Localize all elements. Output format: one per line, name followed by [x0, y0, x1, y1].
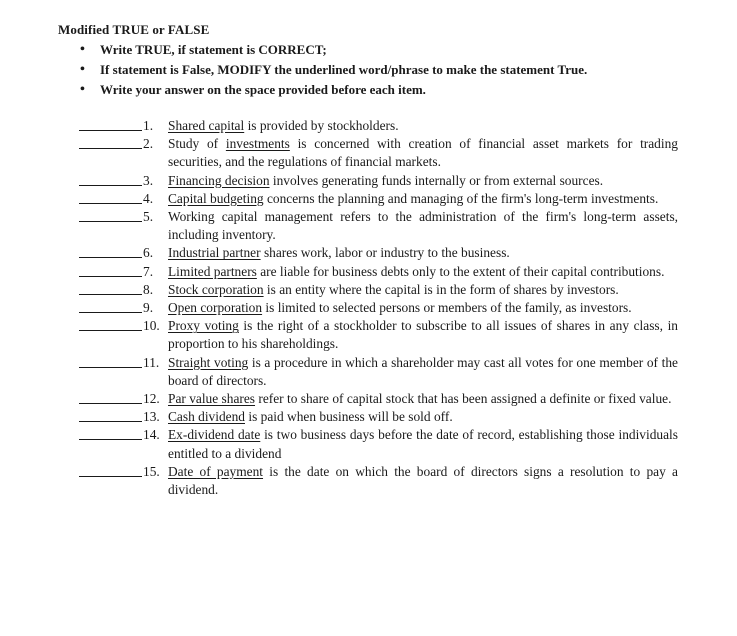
question-item [0, 135, 737, 171]
underlined-term: Proxy voting [168, 318, 239, 334]
question-number: 2. [143, 136, 154, 152]
underlined-term: Limited partners [168, 263, 257, 279]
question-text: Stock corporation is an entity where the capital is in the form of shares by investors. [168, 281, 619, 297]
question-text: Study of investments is concerned with creation of financial asset markets for trading securities, and the regulations of financial markets. [168, 136, 678, 170]
question-text: Working capital management refers to the administration of the firm's long-term assets, including inventory. [168, 209, 678, 243]
underlined-term: Straight voting [168, 354, 249, 370]
underlined-term: Cash dividend [168, 409, 245, 425]
question-number: 4. [143, 190, 154, 206]
answer-blank[interactable] [79, 203, 142, 204]
underlined-term: Ex-dividend date [168, 427, 261, 443]
bullet-icon: • [80, 82, 85, 97]
underlined-term: Industrial partner [168, 245, 261, 261]
answer-blank[interactable] [79, 421, 142, 422]
instruction-text: If statement is False, MODIFY the underlined word/phrase to make the statement True. [100, 62, 588, 77]
section-heading: Modified TRUE or FALSE [58, 22, 210, 37]
question-number: 7. [143, 263, 154, 279]
question-number: 8. [143, 281, 154, 297]
answer-blank[interactable] [79, 367, 142, 368]
instruction-item [80, 81, 587, 101]
question-text: Ex-dividend date is two business days before the date of record, establishing those individuals entitled to a dividend [168, 427, 678, 461]
question-number: 14. [143, 427, 160, 443]
question-text: Par value shares refer to share of capital stock that has been assigned a definite or fixed value. [168, 391, 672, 407]
question-text: Financing decision involves generating funds internally or from external sources. [168, 172, 604, 188]
question-text: Capital budgeting concerns the planning and managing of the firm's long-term investments. [168, 190, 659, 206]
answer-blank[interactable] [79, 185, 142, 186]
answer-blank[interactable] [79, 221, 142, 222]
question-text: Industrial partner shares work, labor or industry to the business. [168, 245, 510, 261]
question-item [0, 463, 737, 499]
question-item [0, 190, 737, 208]
question-number: 3. [143, 172, 154, 188]
answer-blank[interactable] [79, 312, 142, 313]
question-number: 6. [143, 245, 154, 261]
underlined-term: Par value shares [168, 391, 256, 407]
question-item [0, 390, 737, 408]
answer-blank[interactable] [79, 148, 142, 149]
question-number: 10. [143, 318, 160, 334]
question-item [0, 426, 737, 462]
underlined-term: Shared capital [168, 118, 245, 133]
question-number: 9. [143, 300, 154, 316]
underlined-term: investments [225, 136, 290, 152]
answer-blank[interactable] [79, 439, 142, 440]
instructions-list [80, 41, 587, 101]
question-number: 13. [143, 409, 160, 425]
underlined-term: Stock corporation [168, 281, 264, 297]
question-number: 1. [143, 118, 154, 133]
question-number: 5. [143, 209, 154, 225]
bullet-icon: • [80, 62, 85, 77]
underlined-term: Date of payment [168, 463, 264, 479]
instruction-item [80, 61, 587, 81]
question-item [0, 263, 737, 281]
question-item [0, 299, 737, 317]
instruction-text: Write your answer on the space provided before each item. [100, 82, 426, 97]
question-text: Limited partners are liable for business debts only to the extent of their capital contributions. [168, 263, 665, 279]
underlined-term: Capital budgeting [168, 190, 264, 206]
question-text: Proxy voting is the right of a stockholder to subscribe to all issues of shares in any class, in proportion to his shareholdings. [168, 318, 678, 352]
question-item [0, 244, 737, 262]
answer-blank[interactable] [79, 403, 142, 404]
question-number: 12. [143, 391, 160, 407]
question-text: Open corporation is limited to selected persons or members of the family, as investors. [168, 300, 632, 316]
answer-blank[interactable] [79, 476, 142, 477]
question-item [0, 317, 737, 353]
question-item [0, 172, 737, 190]
bullet-icon: • [80, 42, 85, 57]
underlined-term: Financing decision [168, 172, 270, 188]
instruction-item [80, 41, 587, 61]
answer-blank[interactable] [79, 130, 142, 131]
question-number: 15. [143, 463, 160, 479]
answer-blank[interactable] [79, 257, 142, 258]
instruction-text: Write TRUE, if statement is CORRECT; [100, 42, 327, 57]
question-text: Shared capital is provided by stockholders. [168, 118, 399, 133]
underlined-term: Open corporation [168, 300, 263, 316]
question-item [0, 117, 737, 135]
answer-blank[interactable] [79, 330, 142, 331]
question-number: 11. [143, 354, 160, 370]
question-list [0, 117, 737, 499]
question-item [0, 281, 737, 299]
question-text: Straight voting is a procedure in which a shareholder may cast all votes for one member of the board of directors. [168, 354, 678, 388]
question-item [0, 354, 737, 390]
question-item [0, 408, 737, 426]
question-text: Cash dividend is paid when business will be sold off. [168, 409, 453, 425]
answer-blank[interactable] [79, 276, 142, 277]
question-item [0, 208, 737, 244]
question-text: Date of payment is the date on which the board of directors signs a resolution to pay a dividend. [168, 463, 678, 498]
answer-blank[interactable] [79, 294, 142, 295]
